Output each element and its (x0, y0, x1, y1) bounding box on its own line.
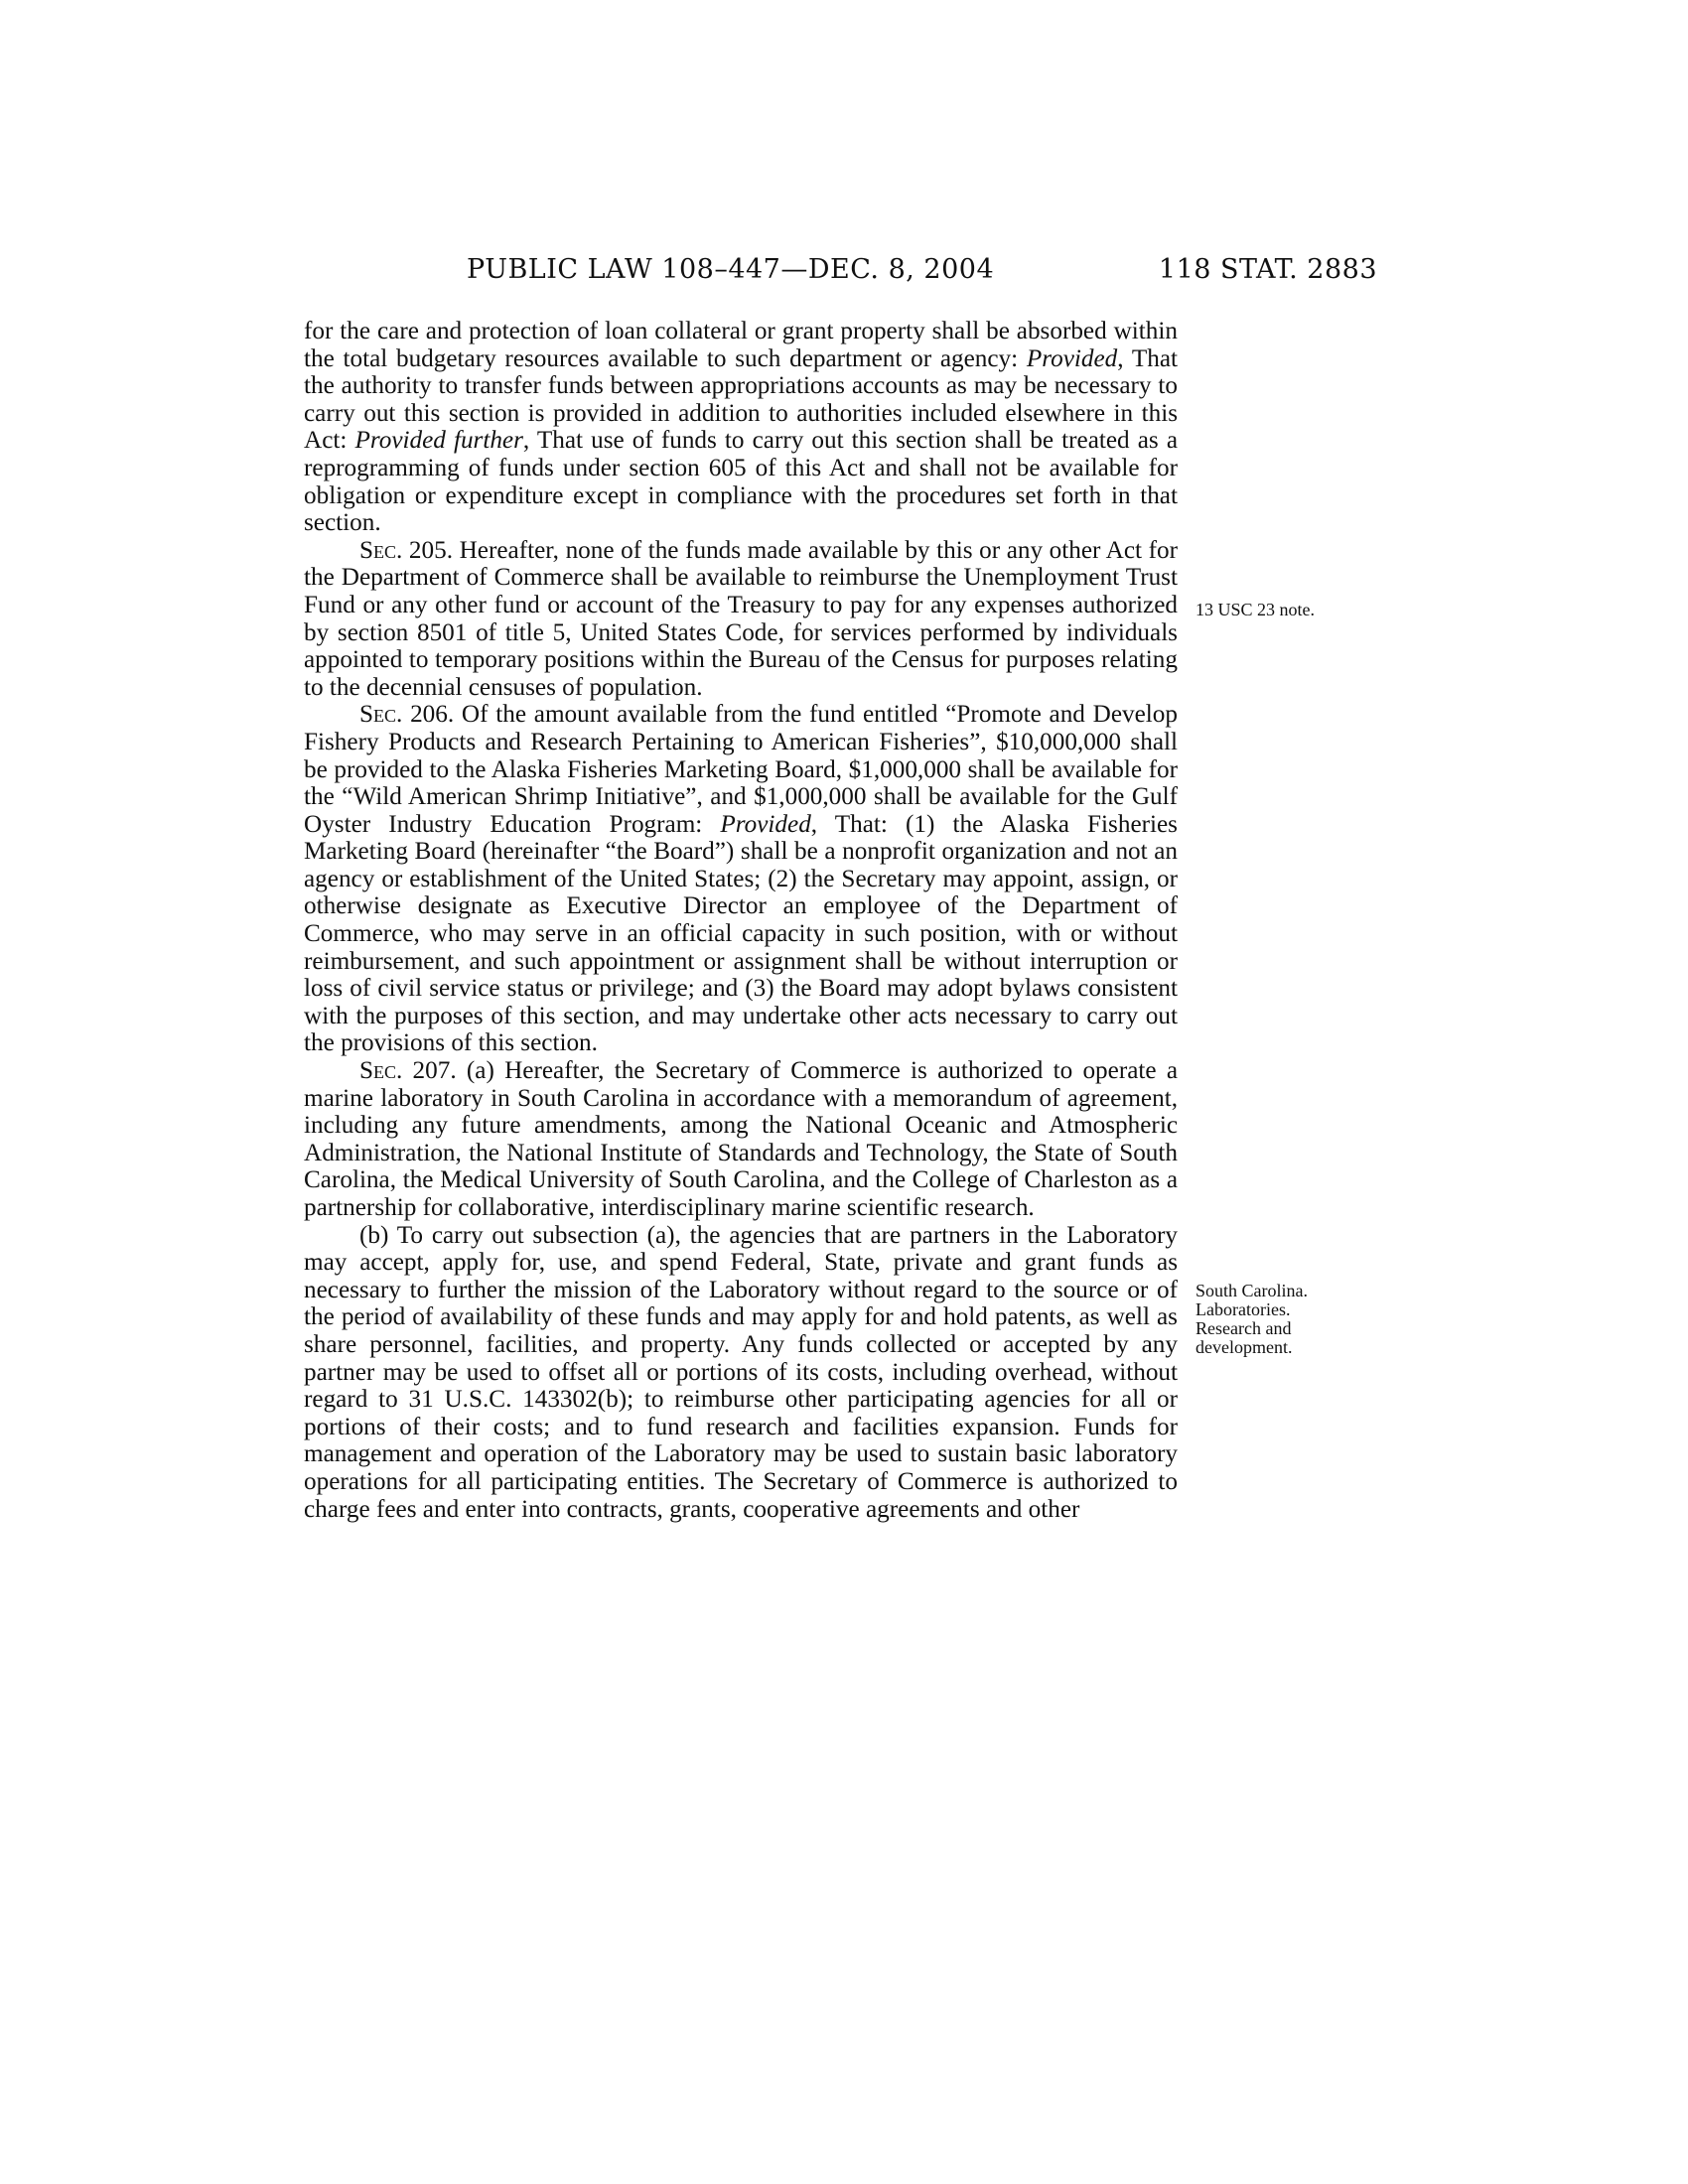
margin-note-line: 13 USC 23 note. (1196, 600, 1316, 619)
margin-note-line: Laboratories. (1196, 1299, 1291, 1319)
text-run: 207. (a) Hereafter, the Secretary of Commerce is authorized to operate a marine laboratory in South Carolina in accordance with a memorandum of agreement, including any future amendments, among the National Oceanic and Atmospheric Administration, the National Institute of Standards and Technology, the State of South Carolina, the Medical University of South Carolina, and the College of Charleston as a partnership for collaborative, interdisciplinary marine scientific research. (304, 1057, 1178, 1221)
margin-note-south-carolina (1196, 1282, 1354, 1357)
text-run: , That: (1) the Alaska Fisheries Marketing Board (hereinafter “the Board”) shall be a nonprofit organization and not an agency or establishment of the United States; (2) the Secretary may appoint, assign, or otherwise designate as Executive Director an employee of the Department of Commerce, who may serve in an official capacity in such position, with or without reimbursement, and such appointment or assignment shall be without interruption or loss of civil service status or privilege; and (3) the Board may adopt bylaws consistent with the purposes of this section, and may undertake other acts necessary to carry out the provisions of this section. (304, 810, 1178, 1057)
section-206 (304, 701, 1178, 1057)
margin-note-line: Research and (1196, 1318, 1292, 1338)
running-header-page-number: 118 STAT. 2883 (1158, 254, 1377, 285)
section-205 (304, 537, 1178, 702)
section-207-a (304, 1057, 1178, 1222)
margin-note-usc (1196, 601, 1354, 619)
section-207-b (304, 1222, 1178, 1524)
margin-note-line: development. (1196, 1337, 1293, 1357)
paragraph-continuation (304, 318, 1178, 537)
text-run: 205. Hereafter, none of the funds made available by this or any other Act for the Department of Commerce shall be available to reimburse the Unemployment Trust Fund or any other fund or account of the Treasury to pay for any expenses authorized by section 8501 of title 5, United States Code, for services performed by individuals appointed to temporary positions within the Bureau of the Census for purposes relating to the decennial censuses of population. (304, 536, 1178, 701)
section-label: Sec. (359, 1057, 403, 1085)
italic-provided: Provided (1026, 344, 1118, 372)
section-label: Sec. (359, 701, 403, 729)
section-label: Sec. (359, 536, 403, 564)
italic-provided: Provided (720, 810, 811, 838)
running-header-title: PUBLIC LAW 108–447—DEC. 8, 2004 (467, 254, 995, 285)
italic-provided-further: Provided further (354, 427, 523, 455)
margin-note-line: South Carolina. (1196, 1281, 1308, 1300)
text-run: , That the authority to transfer funds between appropriations accounts as may be necessary to carry out this section is provided in addition to authorities included elsewhere in this Act: (304, 344, 1179, 455)
text-run: 206. Of the amount available from the fund entitled “Promote and Develop Fishery Products and Research Pertaining to American Fisheries”, $10,000,000 shall be provided to the Alaska Fisheries Marketing Board, $1,000,000 shall be available for the “Wild American Shrimp Initiative”, and $1,000,000 shall be available for the Gulf Oyster Industry Education Program: (304, 701, 1178, 838)
text-run: for the care and protection of loan collateral or grant property shall be absorbed within the total budgetary resources available to such department or agency: (304, 318, 1178, 372)
text-run: (b) To carry out subsection (a), the agencies that are partners in the Laboratory may accept, apply for, use, and spend Federal, State, private and grant funds as necessary to further the mission of the Laboratory without regard to the source or of the period of availability of these funds and may apply for and hold patents, as well as share personnel, facilities, and property. Any funds collected or accepted by any partner may be used to offset all or portions of its costs, including overhead, without regard to 31 U.S.C. 143302(b); to reimburse other participating agencies for all or portions of their costs; and to fund research and facilities expansion. Funds for management and operation of the Laboratory may be used to sustain basic laboratory operations for all participating entities. The Secretary of Commerce is authorized to charge fees and enter into contracts, grants, cooperative agreements and other (304, 1221, 1178, 1523)
text-run: , That use of funds to carry out this section shall be treated as a reprogramming of funds under section 605 of this Act and shall not be available for obligation or expenditure except in compliance with the procedures set forth in that section. (304, 427, 1178, 537)
document-body (304, 318, 1178, 1523)
